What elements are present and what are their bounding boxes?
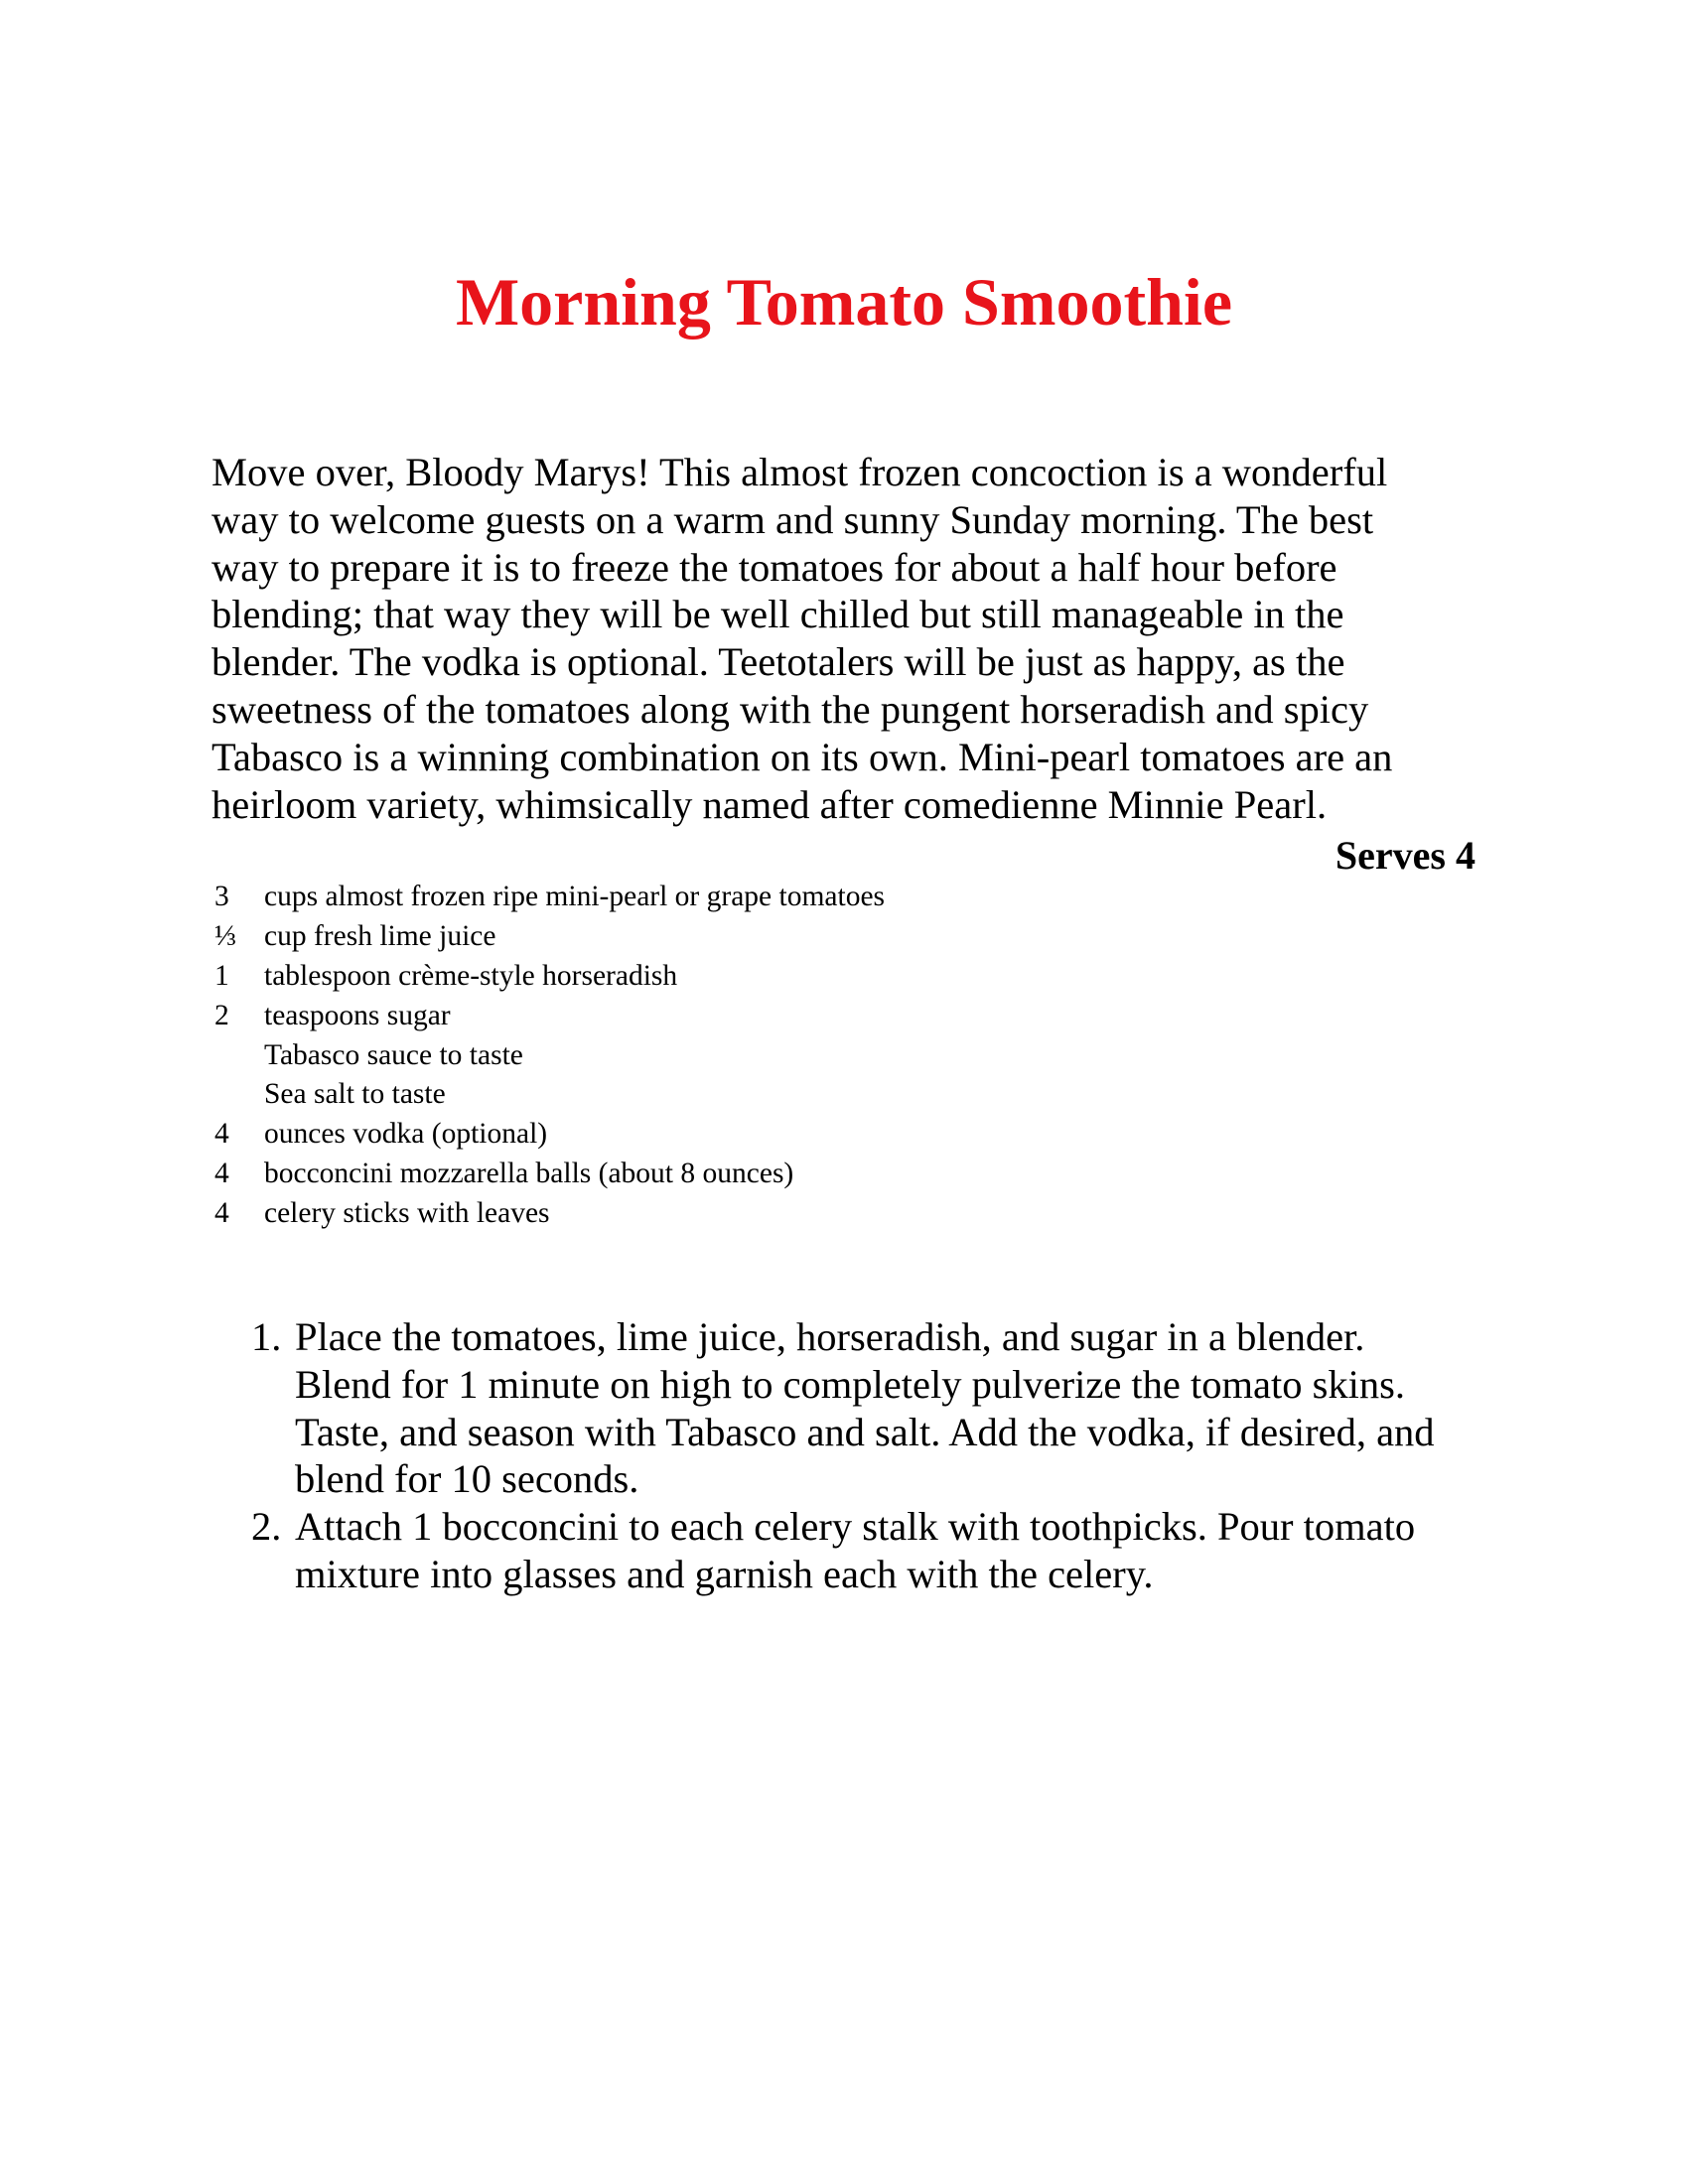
ingredient-description: tablespoon crème-style horseradish — [264, 959, 678, 992]
serves-label: Serves 4 — [1335, 833, 1476, 878]
ingredient-description: cup fresh lime juice — [264, 919, 496, 952]
ingredient-quantity: 4 — [214, 1158, 229, 1190]
ingredient-quantity: 3 — [214, 881, 229, 912]
intro-line: blender. The vodka is optional. Teetotalers will be just as happy, as the — [211, 639, 1345, 685]
ingredient-description: Tabasco sauce to taste — [264, 1038, 523, 1071]
intro-line: Tabasco is a winning combination on its own. Mini-pearl tomatoes are an — [211, 734, 1393, 779]
ingredient-quantity: 4 — [214, 1197, 229, 1230]
intro-line: sweetness of the tomatoes along with the pungent horseradish and spicy — [211, 686, 1369, 732]
ingredient-quantity: 4 — [214, 1118, 229, 1151]
step-line: mixture into glasses and garnish each with the celery. — [295, 1551, 1154, 1596]
recipe-title: Morning Tomato Smoothie — [455, 264, 1233, 340]
ingredient-description: bocconcini mozzarella balls (about 8 ounces) — [264, 1158, 794, 1190]
ingredient-description: teaspoons sugar — [264, 999, 451, 1031]
ingredient-description: celery sticks with leaves — [264, 1197, 550, 1230]
step-number: 2. — [251, 1504, 282, 1550]
ingredient-description: Sea salt to taste — [264, 1078, 446, 1111]
intro-line: way to prepare it is to freeze the tomatoes for about a half hour before — [211, 544, 1337, 590]
instruction-step — [211, 1313, 1435, 1503]
ingredient-description: cups almost frozen ripe mini-pearl or grape tomatoes — [264, 881, 886, 912]
step-line: Taste, and season with Tabasco and salt. Add the vodka, if desired, and — [295, 1409, 1435, 1454]
intro-line: Move over, Bloody Marys! This almost frozen concoction is a wonderful — [211, 450, 1388, 494]
ingredient-quantity: ⅓ — [214, 919, 237, 952]
intro-line: way to welcome guests on a warm and sunny Sunday morning. The best — [211, 496, 1374, 542]
step-line: Place the tomatoes, lime juice, horseradish, and sugar in a blender. — [295, 1314, 1365, 1359]
intro-line: heirloom variety, whimsically named after comedienne Minnie Pearl. — [211, 781, 1328, 827]
step-line: Blend for 1 minute on high to completely pulverize the tomato skins. — [295, 1361, 1406, 1407]
recipe-intro — [211, 449, 1502, 828]
ingredient-quantity: 1 — [214, 959, 229, 992]
instruction-step — [211, 1503, 1435, 1598]
step-line: Attach 1 bocconcini to each celery stalk with toothpicks. Pour tomato — [295, 1504, 1416, 1550]
step-number: 1. — [251, 1314, 282, 1359]
ingredient-description: ounces vodka (optional) — [264, 1118, 548, 1151]
instruction-list — [211, 1313, 1435, 1598]
intro-line: blending; that way they will be well chilled but still manageable in the — [211, 592, 1344, 637]
ingredient-quantity: 2 — [214, 999, 229, 1031]
step-line: blend for 10 seconds. — [295, 1456, 639, 1502]
